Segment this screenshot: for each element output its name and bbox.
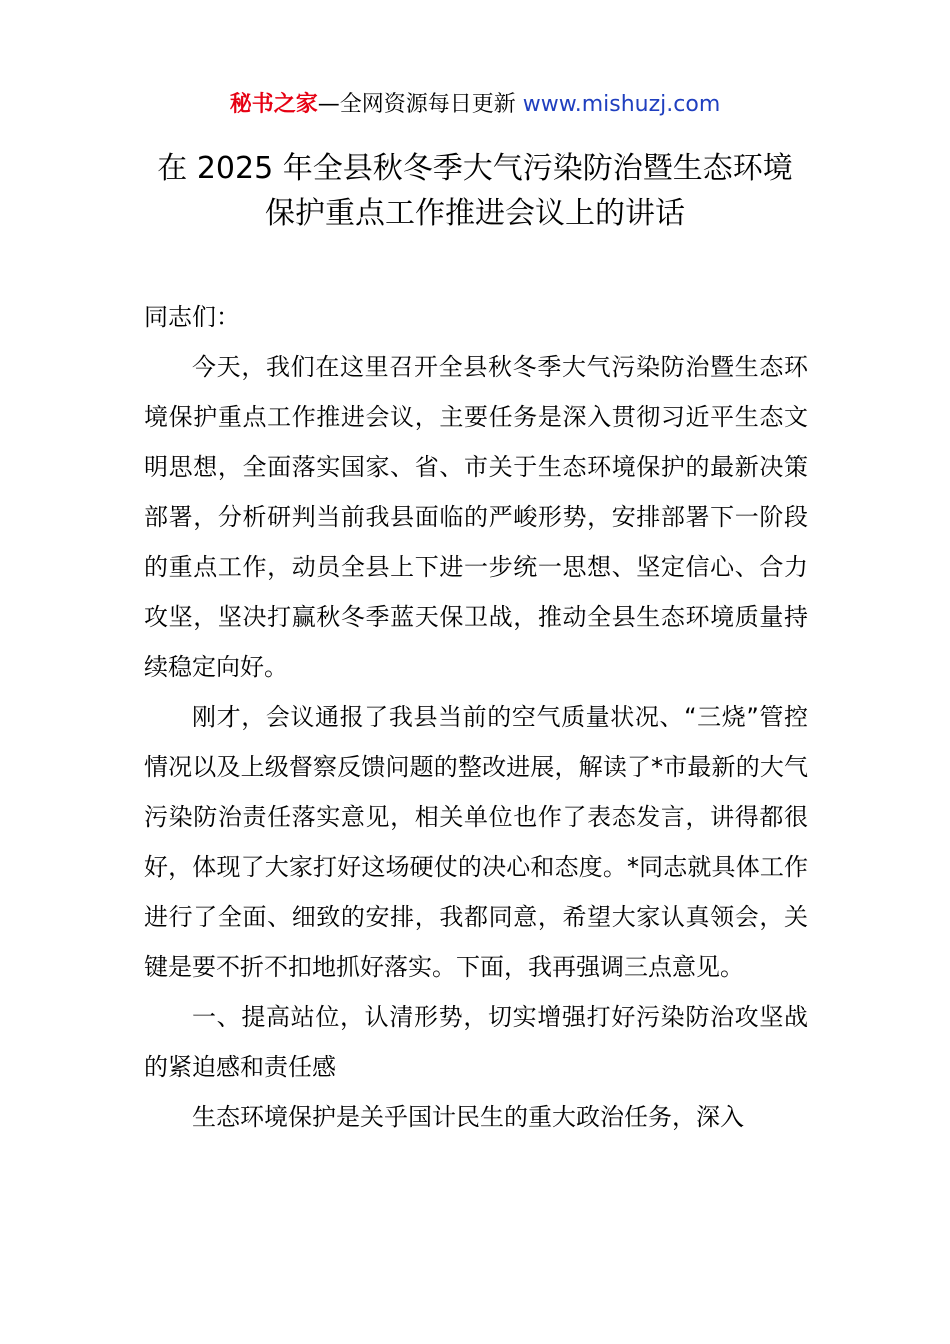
brand-name: 秘书之家 (229, 92, 318, 117)
document-body (144, 292, 808, 1142)
site-banner (0, 88, 950, 122)
banner-tagline: —全网资源每日更新 (317, 92, 523, 117)
paragraph-section-1: 生态环境保护是关乎国计民生的重大政治任务，深入 (192, 1103, 744, 1131)
paragraph-opening: 今天，我们在这里召开全县秋冬季大气污染防治暨生态环境保护重点工作推进会议，主要任务是深入贯彻习近平生态文明思想，全面落实国家、省、市关于生态环境保护的最新决策部署，分析研判当前我县面临的严峻形势，安排部署下一阶段的重点工作，动员全县上下进一步统一思想、坚定信心、合力攻坚，坚决打赢秋冬季蓝天保卫战，推动全县生态环境质量持续稳定向好。 (144, 353, 808, 681)
title-line-2: 保护重点工作推进会议上的讲话 (265, 196, 685, 231)
salutation: 同志们： (144, 303, 240, 331)
section-heading-1: 一、提高站位，认清形势，切实增强打好污染防治攻坚战的紧迫感和责任感 (144, 1003, 808, 1081)
title-line-1: 在 2025 年全县秋冬季大气污染防治暨生态环境 (157, 151, 793, 186)
paragraph-review: 刚才，会议通报了我县当前的空气质量状况、“三烧”管控情况以及上级督察反馈问题的整改进展，解读了*市最新的大气污染防治责任落实意见，相关单位也作了表态发言，讲得都很好，体现了大家打好这场硬仗的决心和态度。*同志就具体工作进行了全面、细致的安排，我都同意，希望大家认真领会，关键是要不折不扣地抓好落实。下面，我再强调三点意见。 (144, 703, 808, 981)
site-url-link[interactable]: www.mishuzj.com (522, 92, 721, 117)
document-title (100, 146, 850, 236)
